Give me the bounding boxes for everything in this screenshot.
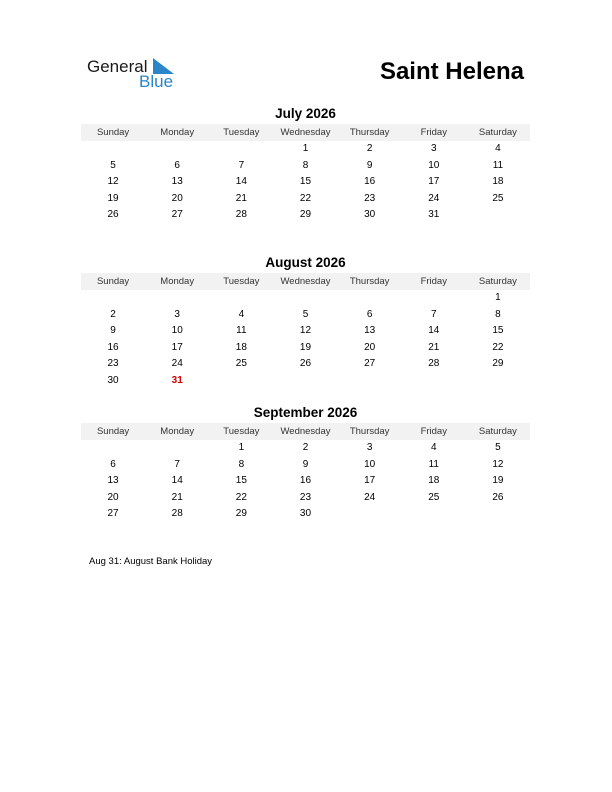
day-cell: 21 xyxy=(428,341,440,353)
day-cell: 2 xyxy=(110,308,116,320)
day-cell: 22 xyxy=(492,341,504,353)
holiday-note: Aug 31: August Bank Holiday xyxy=(89,556,213,567)
day-cell: 15 xyxy=(299,176,312,187)
day-cell: 8 xyxy=(495,308,501,320)
empty-day-cell xyxy=(145,141,209,158)
day-cell: 12 xyxy=(107,176,119,187)
empty-day-cell xyxy=(338,506,402,523)
day-cell: 25 xyxy=(235,358,247,369)
day-cell: 1 xyxy=(495,292,501,303)
country-title: Saint Helena xyxy=(379,58,524,85)
week-row xyxy=(81,490,530,507)
day-cell: 10 xyxy=(171,325,183,336)
day-cell: 17 xyxy=(171,341,183,353)
day-cell: 27 xyxy=(171,209,183,220)
day-cell: 26 xyxy=(107,209,119,220)
weekday-label: Thursday xyxy=(349,127,390,138)
day-cell: 20 xyxy=(107,491,119,503)
empty-day-cell xyxy=(81,440,145,457)
weekday-label: Wednesday xyxy=(280,426,331,437)
week-row xyxy=(81,191,530,208)
logo-text-general: General xyxy=(87,57,148,76)
day-cell: 10 xyxy=(364,458,376,470)
weekday-label: Friday xyxy=(420,276,447,287)
weekday-header-row xyxy=(81,273,530,290)
week-row xyxy=(81,307,530,324)
day-cell: 18 xyxy=(428,475,440,486)
day-cell: 21 xyxy=(235,192,247,204)
day-cell: 29 xyxy=(299,209,312,220)
day-cell: 30 xyxy=(107,374,119,386)
weekday-header-row xyxy=(81,423,530,440)
day-cell: 14 xyxy=(428,325,440,336)
day-cell: 11 xyxy=(492,159,504,171)
day-cell: 18 xyxy=(492,176,504,187)
week-row xyxy=(81,457,530,474)
day-cell: 6 xyxy=(110,458,116,470)
week-row xyxy=(81,473,530,490)
logo-text-blue: Blue xyxy=(139,72,174,91)
day-cell: 16 xyxy=(107,341,119,353)
day-cell: 9 xyxy=(110,325,116,336)
empty-day-cell xyxy=(145,440,209,457)
week-row xyxy=(81,373,530,390)
weekday-label: Sunday xyxy=(96,127,130,138)
day-cell: 25 xyxy=(428,491,440,503)
weekday-label: Monday xyxy=(160,276,195,287)
day-cell: 11 xyxy=(428,458,439,470)
month-title: September 2026 xyxy=(253,405,358,420)
weekday-label: Thursday xyxy=(349,426,390,437)
day-cell: 9 xyxy=(366,159,373,171)
empty-day-cell xyxy=(209,141,273,158)
day-cell: 1 xyxy=(302,143,309,154)
weekday-label: Sunday xyxy=(96,276,130,287)
month-calendar-july xyxy=(81,106,530,224)
day-cell: 1 xyxy=(238,442,245,453)
weekday-label: Saturday xyxy=(478,276,517,287)
day-cell: 19 xyxy=(492,475,504,486)
day-cell: 22 xyxy=(299,192,312,204)
week-row xyxy=(81,290,530,307)
day-cell: 9 xyxy=(302,458,309,470)
day-cell: 16 xyxy=(364,176,376,187)
day-cell: 11 xyxy=(236,325,247,336)
day-cell: 7 xyxy=(430,308,437,320)
day-cell: 13 xyxy=(364,325,376,336)
day-cell: 7 xyxy=(174,458,180,470)
day-cell: 25 xyxy=(492,192,504,204)
day-cell: 20 xyxy=(171,192,183,204)
week-row xyxy=(81,207,530,224)
day-cell: 10 xyxy=(428,159,440,171)
day-cell: 4 xyxy=(238,308,245,320)
weekday-label: Saturday xyxy=(478,127,517,138)
day-cell: 4 xyxy=(430,442,437,453)
weekday-label: Friday xyxy=(420,426,447,437)
empty-day-cell xyxy=(338,373,402,390)
day-cell: 27 xyxy=(364,358,376,369)
day-cell: 20 xyxy=(364,341,376,353)
week-row xyxy=(81,356,530,373)
day-cell: 17 xyxy=(364,475,376,486)
weekday-label: Tuesday xyxy=(223,426,260,437)
day-cell: 8 xyxy=(302,159,309,171)
day-cell: 23 xyxy=(107,358,119,369)
day-cell: 3 xyxy=(366,442,373,453)
day-cell: 28 xyxy=(235,209,247,220)
day-cell: 3 xyxy=(174,308,180,320)
day-cell: 5 xyxy=(302,308,309,320)
empty-day-cell xyxy=(273,373,337,390)
weekday-label: Tuesday xyxy=(223,127,260,138)
day-cell: 30 xyxy=(364,209,376,220)
weekday-label: Thursday xyxy=(349,276,390,287)
day-cell: 18 xyxy=(235,341,247,353)
day-cell: 29 xyxy=(235,508,247,519)
week-row xyxy=(81,174,530,191)
day-cell: 3 xyxy=(430,143,437,154)
weekday-label: Sunday xyxy=(96,426,130,437)
day-cell: 6 xyxy=(174,159,180,171)
day-cell: 14 xyxy=(171,475,183,486)
day-cell: 17 xyxy=(428,176,440,187)
day-cell: 30 xyxy=(299,508,312,519)
empty-day-cell xyxy=(81,290,145,307)
weekday-label: Saturday xyxy=(478,426,517,437)
empty-day-cell xyxy=(466,207,530,224)
day-cell: 22 xyxy=(235,491,247,503)
holiday-day-cell: 31 xyxy=(171,374,183,386)
day-cell: 15 xyxy=(492,325,504,336)
day-cell: 15 xyxy=(235,475,247,486)
day-cell: 8 xyxy=(238,458,245,470)
empty-day-cell xyxy=(209,373,273,390)
day-cell: 31 xyxy=(428,209,440,220)
empty-day-cell xyxy=(466,506,530,523)
weekday-header-row xyxy=(81,124,530,141)
day-cell: 16 xyxy=(299,475,312,486)
day-cell: 5 xyxy=(495,442,501,453)
month-title: July 2026 xyxy=(275,106,336,121)
week-row xyxy=(81,323,530,340)
empty-day-cell xyxy=(209,290,273,307)
day-cell: 23 xyxy=(299,491,312,503)
day-cell: 5 xyxy=(110,159,116,171)
weekday-label: Wednesday xyxy=(280,127,331,138)
day-cell: 2 xyxy=(302,442,309,453)
day-cell: 7 xyxy=(238,159,245,171)
day-cell: 2 xyxy=(366,143,373,154)
day-cell: 12 xyxy=(299,325,312,336)
weekday-label: Monday xyxy=(160,127,195,138)
day-cell: 28 xyxy=(171,508,183,519)
weekday-label: Friday xyxy=(420,127,447,138)
day-cell: 13 xyxy=(107,475,119,486)
empty-day-cell xyxy=(402,373,466,390)
day-cell: 24 xyxy=(364,491,376,503)
weekday-label: Tuesday xyxy=(223,276,260,287)
month-title: August 2026 xyxy=(265,255,346,270)
empty-day-cell xyxy=(273,290,337,307)
empty-day-cell xyxy=(81,141,145,158)
empty-day-cell xyxy=(338,290,402,307)
day-cell: 23 xyxy=(364,192,376,204)
day-cell: 28 xyxy=(428,358,440,369)
week-row xyxy=(81,158,530,175)
weekday-label: Monday xyxy=(160,426,195,437)
day-cell: 27 xyxy=(107,508,119,519)
empty-day-cell xyxy=(402,290,466,307)
day-cell: 29 xyxy=(492,358,504,369)
empty-day-cell xyxy=(466,373,530,390)
day-cell: 24 xyxy=(428,192,440,204)
week-row xyxy=(81,506,530,523)
week-row xyxy=(81,440,530,457)
week-row xyxy=(81,141,530,158)
general-blue-logo xyxy=(86,56,186,92)
month-calendar-august xyxy=(81,255,530,389)
day-cell: 19 xyxy=(299,341,312,353)
day-cell: 13 xyxy=(171,176,183,187)
day-cell: 26 xyxy=(299,358,312,369)
day-cell: 14 xyxy=(235,176,247,187)
day-cell: 19 xyxy=(107,192,119,204)
day-cell: 21 xyxy=(171,491,183,503)
month-calendar-september xyxy=(81,405,530,523)
day-cell: 6 xyxy=(366,308,373,320)
day-cell: 4 xyxy=(495,143,501,154)
day-cell: 12 xyxy=(492,458,504,470)
weekday-label: Wednesday xyxy=(280,276,331,287)
day-cell: 26 xyxy=(492,491,504,503)
empty-day-cell xyxy=(145,290,209,307)
week-row xyxy=(81,340,530,357)
day-cell: 24 xyxy=(171,358,183,369)
empty-day-cell xyxy=(402,506,466,523)
